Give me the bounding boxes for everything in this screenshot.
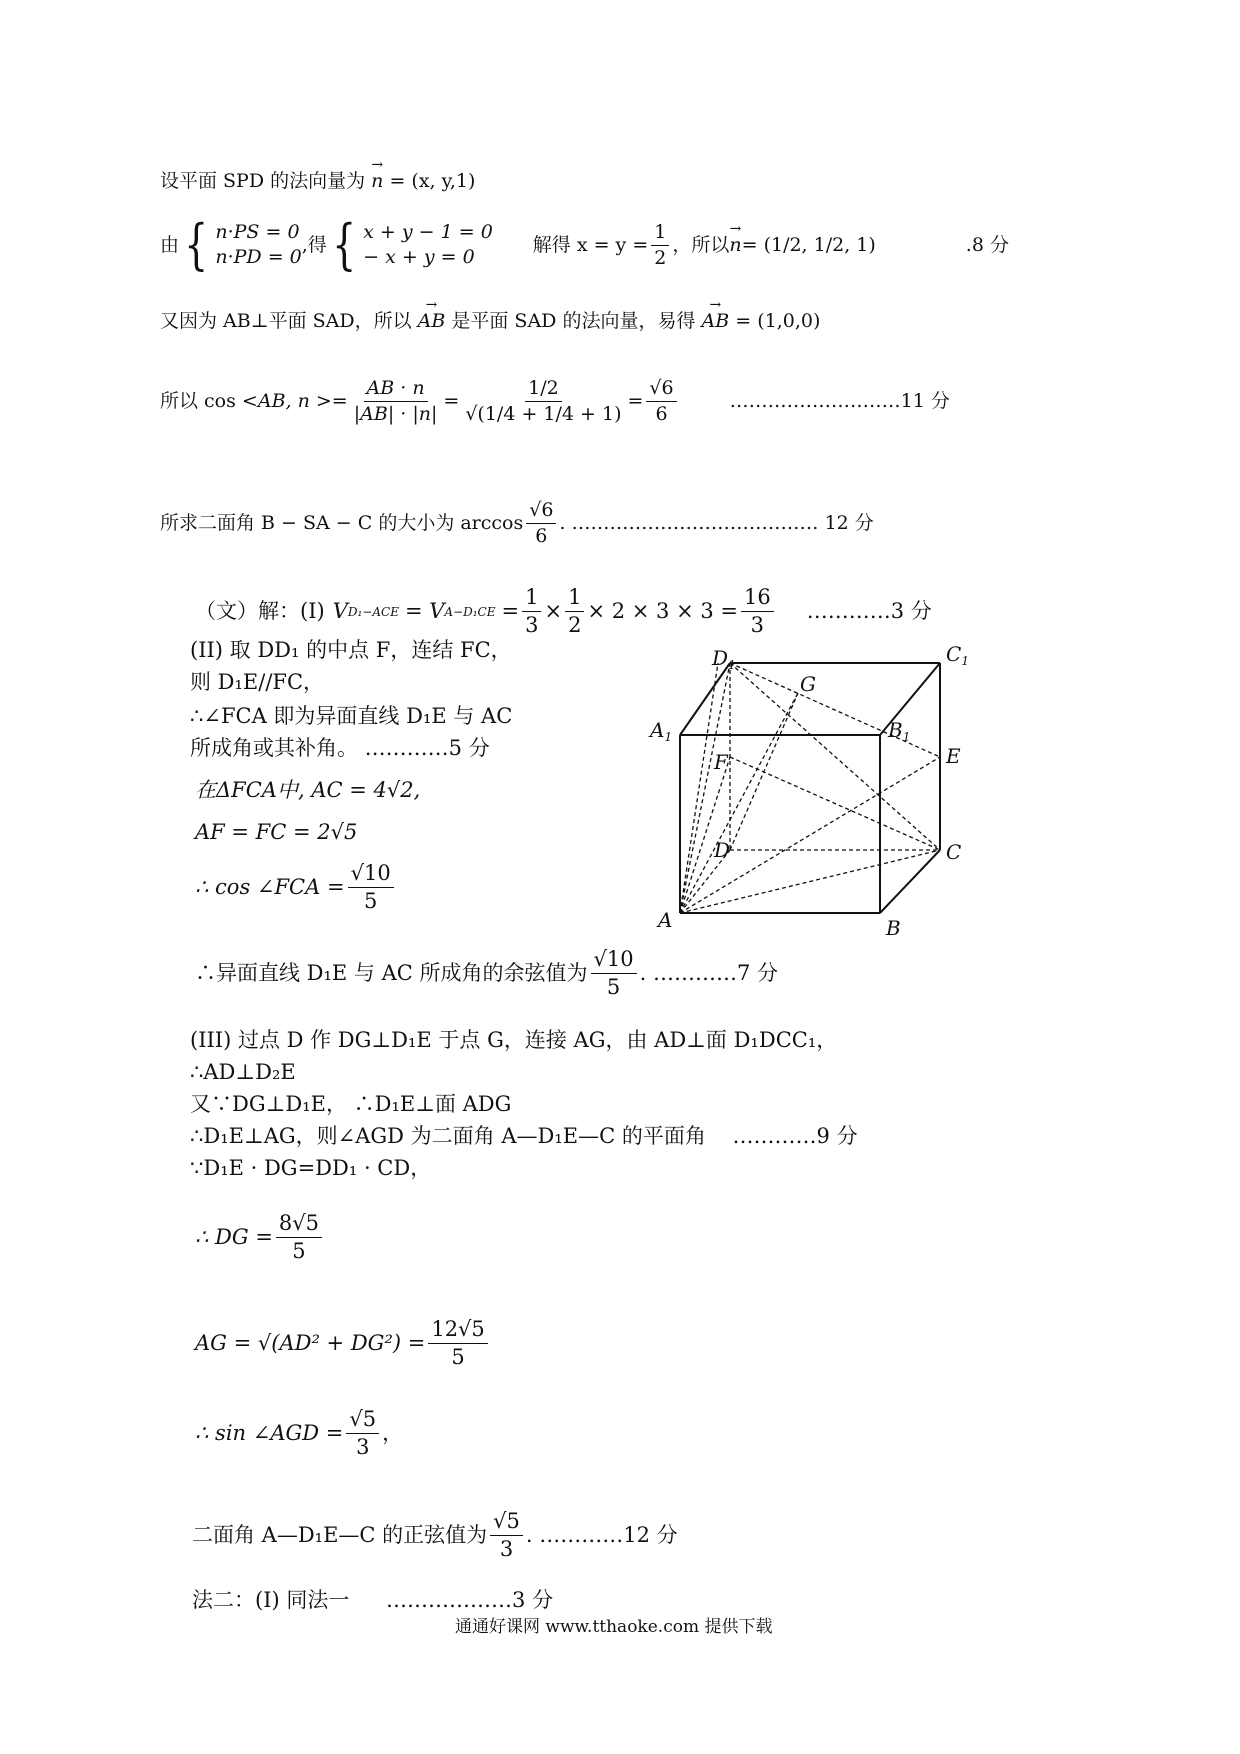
denominator: 3 bbox=[356, 1435, 370, 1460]
fraction bbox=[526, 500, 556, 547]
text: AB, n >= bbox=[257, 389, 348, 412]
vector-n: → n bbox=[729, 236, 741, 255]
label-b1: $B_1$ bbox=[888, 718, 911, 744]
equation: = (1/2, 1/2, 1) bbox=[741, 233, 876, 256]
numerator: √10 bbox=[591, 948, 637, 974]
text: ∴ sin ∠AGD = bbox=[195, 1421, 344, 1446]
line-w15 bbox=[195, 1212, 325, 1263]
system-2 bbox=[327, 213, 493, 276]
text: V bbox=[332, 599, 348, 624]
line-w6: 在ΔFCA中, AC = 4√2, bbox=[195, 778, 421, 802]
line-d1-c bbox=[730, 663, 940, 850]
text: ，所以 bbox=[672, 233, 730, 256]
line-w16 bbox=[195, 1318, 491, 1369]
denominator: 5 bbox=[292, 1239, 306, 1264]
denominator: 2 bbox=[654, 246, 667, 269]
vector-ab: → AB bbox=[418, 312, 446, 331]
label-a1: $A_1$ bbox=[650, 718, 673, 744]
numerator: 1 bbox=[651, 222, 669, 246]
line-w2: (II) 取 DD₁ 的中点 F，连结 FC， bbox=[190, 638, 512, 662]
label-a: A bbox=[658, 908, 673, 932]
fraction bbox=[348, 862, 394, 913]
numerator: 1/2 bbox=[525, 378, 562, 402]
system-1 bbox=[179, 213, 302, 276]
edge-b-c bbox=[880, 850, 940, 913]
equation: n·PS = 0 bbox=[215, 221, 300, 243]
equation: = (x, y,1) bbox=[389, 170, 476, 192]
score: . …………12 分 bbox=[525, 1523, 678, 1548]
line-w18 bbox=[192, 1510, 678, 1561]
vector-n: → n bbox=[371, 172, 383, 191]
label-d: D bbox=[714, 838, 731, 862]
score: . …………7 分 bbox=[639, 961, 779, 986]
line-w19 bbox=[192, 1590, 553, 1611]
text: ， bbox=[382, 1421, 404, 1446]
line-f-c bbox=[730, 757, 940, 850]
text: = V bbox=[404, 599, 445, 624]
score: …………9 分 bbox=[732, 1124, 858, 1148]
line-a-f bbox=[680, 757, 730, 913]
fraction bbox=[428, 1318, 487, 1369]
line-wen-part1: （文）解：(I) V D₁−ACE = V A−D₁CE = $\frac{1}{3}$ × $\frac{1}{2}$ × 2 × 3 × 3 = $\frac{16}{3}$ …………3 分 bbox=[195, 585, 932, 638]
line-w5: 所成角或其补角。 …………5 分 bbox=[190, 736, 490, 760]
line-dihedral-angle bbox=[160, 500, 874, 547]
fraction bbox=[351, 378, 441, 425]
score: ………………3 分 bbox=[386, 1588, 554, 1612]
fraction bbox=[522, 586, 541, 637]
line-w7: AF = FC = 2√5 bbox=[195, 820, 358, 844]
text: ∴异面直线 D₁E 与 AC 所成角的余弦值为 bbox=[195, 961, 588, 986]
label-c1: $C_1$ bbox=[946, 645, 969, 668]
numerator: √5 bbox=[490, 1510, 523, 1536]
denominator: 6 bbox=[535, 524, 548, 547]
fraction bbox=[346, 1408, 379, 1459]
line-w9 bbox=[195, 948, 778, 999]
equation: = (1,0,0) bbox=[735, 310, 821, 332]
denominator: |AB| · |n| bbox=[353, 402, 438, 425]
text: = bbox=[501, 599, 520, 624]
line-w12: 又∵DG⊥D₁E， ∴D₁E⊥面 ADG bbox=[190, 1092, 512, 1116]
line-a-d1b bbox=[680, 663, 718, 913]
numerator: 8√5 bbox=[276, 1212, 322, 1238]
text: 是平面 SAD 的法向量，易得 bbox=[451, 310, 696, 332]
label-g: G bbox=[800, 672, 816, 696]
numerator: 16 bbox=[741, 586, 774, 612]
subscript: D₁−ACE bbox=[347, 604, 399, 619]
brace: { bbox=[331, 213, 357, 276]
line-w11: ∴AD⊥D₂E bbox=[190, 1060, 296, 1084]
text: 设平面 SPD 的法向量为 bbox=[160, 170, 366, 192]
fraction bbox=[741, 586, 774, 637]
line-w14: ∵D₁E · DG=DD₁ · CD， bbox=[190, 1156, 432, 1180]
numerator: AB · n bbox=[364, 378, 428, 402]
line-w10: (III) 过点 D 作 DG⊥D₁E 于点 G，连接 AG，由 AD⊥面 D₁DCC₁， bbox=[190, 1028, 838, 1052]
numerator: √6 bbox=[646, 378, 676, 402]
label-e: E bbox=[946, 744, 961, 768]
line-system-solution bbox=[160, 213, 1009, 276]
text: 法二：(I) 同法一 bbox=[192, 1588, 350, 1612]
text: ∴ cos ∠FCA = bbox=[195, 875, 345, 900]
line-a-g bbox=[680, 693, 798, 913]
text: 解得 x = y = bbox=[532, 233, 649, 256]
text: × 2 × 3 × 3 = bbox=[587, 599, 738, 624]
label-c: C bbox=[946, 840, 962, 864]
numerator: 1 bbox=[522, 586, 541, 612]
fraction bbox=[591, 948, 637, 999]
denominator: 5 bbox=[606, 975, 621, 1000]
fraction bbox=[646, 378, 676, 425]
text: 又因为 AB⊥平面 SAD，所以 bbox=[160, 310, 412, 332]
denominator: 5 bbox=[451, 1345, 465, 1370]
fraction bbox=[651, 222, 669, 269]
fraction bbox=[462, 378, 624, 425]
score: …………3 分 bbox=[806, 599, 932, 624]
text: AG = √(AD² + DG²) = bbox=[195, 1331, 426, 1356]
score: . ………………………………… 12 分 bbox=[559, 511, 874, 534]
fraction bbox=[490, 1510, 523, 1561]
text: ,得 bbox=[301, 233, 327, 256]
numerator: √6 bbox=[526, 500, 556, 524]
equation: x + y − 1 = 0 bbox=[363, 221, 493, 243]
text: ∴D₁E⊥AG，则∠AGD 为二面角 A—D₁E—C 的平面角 bbox=[190, 1124, 706, 1148]
brace: { bbox=[184, 213, 209, 276]
line-w8 bbox=[195, 862, 397, 913]
denominator: 6 bbox=[655, 402, 668, 425]
denominator: 3 bbox=[525, 613, 539, 638]
denominator: √(1/4 + 1/4 + 1) bbox=[465, 402, 622, 425]
label-f: F bbox=[714, 750, 728, 774]
line-w13 bbox=[190, 1126, 858, 1147]
cube-diagram bbox=[640, 645, 970, 945]
fraction bbox=[565, 586, 584, 637]
numerator: 12√5 bbox=[428, 1318, 487, 1344]
vector-ab: → AB bbox=[702, 312, 730, 331]
text: （文）解：(I) bbox=[195, 599, 325, 624]
text: ∴ DG = bbox=[195, 1225, 273, 1250]
denominator: 3 bbox=[499, 1537, 514, 1562]
line-w17 bbox=[195, 1408, 403, 1459]
equation: n·PD = 0 bbox=[215, 246, 302, 268]
line-w4: ∴∠FCA 即为异面直线 D₁E 与 AC bbox=[190, 704, 513, 728]
text: 所求二面角 B − SA − C 的大小为 arccos bbox=[160, 511, 524, 534]
subscript: A−D₁CE bbox=[444, 604, 496, 619]
score: .8 分 bbox=[965, 233, 1009, 256]
line-w3: 则 D₁E//FC， bbox=[190, 670, 325, 694]
numerator: √5 bbox=[346, 1408, 379, 1434]
line-normal-vector-def bbox=[160, 172, 475, 191]
footer-source: 通通好课网 www.tthaoke.com 提供下载 bbox=[455, 1617, 773, 1637]
line-d-g bbox=[730, 693, 798, 850]
equation: − x + y = 0 bbox=[363, 246, 475, 268]
score: ………………………11 分 bbox=[729, 389, 950, 412]
denominator: 2 bbox=[568, 613, 582, 638]
denominator: 5 bbox=[363, 889, 378, 914]
denominator: 3 bbox=[750, 613, 765, 638]
label-d1: $D_1$ bbox=[712, 646, 736, 672]
text: 由 bbox=[160, 233, 180, 256]
line-cos: 所以 cos < AB, n >= $\frac{AB \cdot n}{|AB| \cdot |n|}$ = $\frac{1/2}{√(1/4 + 1/4 + 1)}$ = $\frac{√6}{6}$ ………………………11 分 bbox=[160, 377, 950, 425]
label-b: B bbox=[886, 916, 901, 940]
numerator: √10 bbox=[348, 862, 394, 888]
text: 所以 cos < bbox=[160, 389, 258, 412]
text: 二面角 A—D₁E—C 的正弦值为 bbox=[192, 1523, 488, 1548]
fraction bbox=[276, 1212, 322, 1263]
line-ab-normal bbox=[160, 312, 820, 331]
numerator: 1 bbox=[565, 586, 584, 612]
